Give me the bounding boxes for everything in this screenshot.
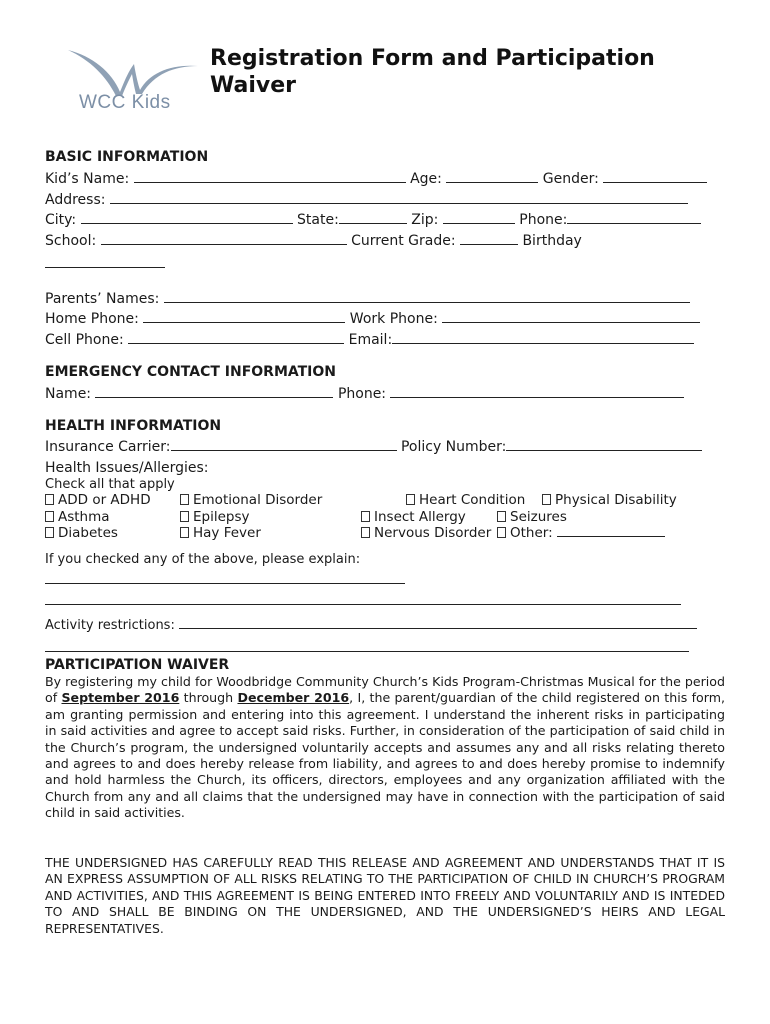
waiver-text-b: through [179,690,238,706]
activity-restrictions-field-line-2[interactable] [45,638,689,652]
checkbox-asthma[interactable] [45,509,110,526]
checkbox-label: Insect Allergy [374,509,466,525]
checkbox-label: Nervous Disorder [374,525,492,541]
kids-name-label: Kid’s Name: [45,171,130,187]
waiver-paragraph [45,674,725,822]
checkbox-box[interactable] [45,494,54,505]
checkbox-insect-allergy[interactable] [361,509,466,526]
insurance-field[interactable] [171,437,397,451]
zip-label: Zip: [411,212,439,228]
address-field[interactable] [110,190,688,204]
explain-label: If you checked any of the above, please explain: [45,552,361,567]
waiver-start-date: September 2016 [61,690,180,706]
checkbox-epilepsy[interactable] [180,509,250,526]
state-field[interactable] [339,210,407,224]
logo-text: WCC Kids [79,92,171,113]
checkbox-label: Epilepsy [193,509,250,525]
explain-field-line-2[interactable] [45,591,681,605]
current-grade-label: Current Grade: [351,233,456,249]
parents-names-field[interactable] [164,289,690,303]
checkbox-label: Physical Disability [555,492,677,508]
city-label: City: [45,212,77,228]
waiver-acknowledgement: THE UNDERSIGNED HAS CAREFULLY READ THIS RELEASE AND AGREEMENT AND UNDERSTANDS THAT IT IS AN EXPRESS ASSUMPTION OF ALL RISKS RELATING TO THE PARTICIPATION OF CHILD IN CHURCH’S PROGRAM AND ACTIVITIES, AND THIS AGREEMENT IS BEING ENTERED INTO FREELY AND VOLUNTARILY AND IS INTEDED TO AND SHALL BE BINDING ON THE UNDERSIGNED, AND THE UNDERSIGNED’S HEIRS AND LEGAL REPRESENTATIVES. [45,855,725,936]
state-label: State: [297,212,339,228]
checkbox-nervous-disorder[interactable] [361,525,491,542]
activity-restrictions-label: Activity restrictions: [45,618,175,633]
checkbox-box[interactable] [542,494,551,505]
checkbox-label: ADD or ADHD [58,492,151,508]
emergency-name-label: Name: [45,386,92,402]
emergency-name-field[interactable] [95,384,333,398]
checkbox-physical-disability[interactable] [542,492,677,509]
explain-field-line-1[interactable] [45,570,405,584]
work-phone-label: Work Phone: [349,311,438,327]
checkbox-hay-fever[interactable] [180,525,261,542]
birthday-label: Birthday [522,233,582,249]
health-heading: HEALTH INFORMATION [45,418,222,434]
gender-field[interactable] [603,169,707,183]
city-field[interactable] [81,210,293,224]
checkbox-add-adhd[interactable] [45,492,151,509]
phone-label: Phone: [519,212,568,228]
emergency-heading: EMERGENCY CONTACT INFORMATION [45,364,337,380]
phone-field[interactable] [567,210,701,224]
checkbox-label: Hay Fever [193,525,261,541]
age-field[interactable] [446,169,538,183]
home-phone-label: Home Phone: [45,311,139,327]
school-label: School: [45,233,97,249]
checkbox-box[interactable] [361,511,370,522]
activity-restrictions-field[interactable] [179,617,697,629]
emergency-phone-field[interactable] [390,384,684,398]
waiver-text-c: , I, the parent/guardian of the child registered on this form, am granting permission and entering into this agreement. I understand the inherent risks in participating in said activities and agree to accept said risks. Further, in consideration of the participation of said child in the Church’s program, the undersigned voluntarily accepts and assumes any and all risks relating thereto and agrees to and does hereby release from liability, and agrees to and does hereby promise to indemnify and hold harmless the Church, its officers, directors, employees and any organization affiliated with the Church from any and all claims that the undersigned may have in connection with the participation of said child in said activities. [45,690,725,821]
checkbox-label: Emotional Disorder [193,492,323,508]
emergency-phone-label: Phone: [337,386,387,402]
gender-label: Gender: [542,171,599,187]
age-label: Age: [410,171,442,187]
cell-phone-field[interactable] [128,330,344,344]
checkbox-diabetes[interactable] [45,525,118,542]
checkbox-box[interactable] [406,494,415,505]
checkbox-other[interactable] [497,525,665,542]
waiver-heading: PARTICIPATION WAIVER [45,657,230,673]
checkbox-box[interactable] [497,527,506,538]
form-title: Registration Form and Participation Waiver [210,46,655,98]
checkbox-box[interactable] [497,511,506,522]
checkbox-heart-condition[interactable] [406,492,525,509]
basic-info-heading: BASIC INFORMATION [45,149,209,165]
checkbox-box[interactable] [180,494,189,505]
current-grade-field[interactable] [460,231,518,245]
policy-field[interactable] [506,437,702,451]
school-field[interactable] [101,231,347,245]
waiver-end-date: December 2016 [237,690,350,706]
checkbox-box[interactable] [45,511,54,522]
checkbox-seizures[interactable] [497,509,567,526]
cell-phone-label: Cell Phone: [45,332,124,348]
checkbox-label: Diabetes [58,525,118,541]
birthday-field[interactable] [45,254,165,268]
checkbox-label: Other: [510,525,553,541]
home-phone-field[interactable] [143,309,345,323]
checkbox-box[interactable] [45,527,54,538]
email-field[interactable] [392,330,694,344]
checkbox-emotional-disorder[interactable] [180,492,322,509]
zip-field[interactable] [443,210,515,224]
other-field[interactable] [557,525,665,537]
check-all-label: Check all that apply [45,477,175,492]
checkbox-box[interactable] [180,527,189,538]
parents-names-label: Parents’ Names: [45,291,160,307]
checkbox-label: Heart Condition [419,492,526,508]
checkbox-label: Asthma [58,509,110,525]
insurance-label: Insurance Carrier: [45,439,171,455]
checkbox-box[interactable] [180,511,189,522]
checkbox-label: Seizures [510,509,567,525]
email-label: Email: [348,332,393,348]
waiver-text-a: By registering my child for Woodbridge Community Church’s Kids Program-Christmas Musical for the period of [45,674,725,706]
work-phone-field[interactable] [442,309,700,323]
health-issues-label: Health Issues/Allergies: [45,460,209,476]
kids-name-field[interactable] [134,169,406,183]
policy-label: Policy Number: [400,439,507,455]
address-label: Address: [45,192,106,208]
checkbox-box[interactable] [361,527,370,538]
